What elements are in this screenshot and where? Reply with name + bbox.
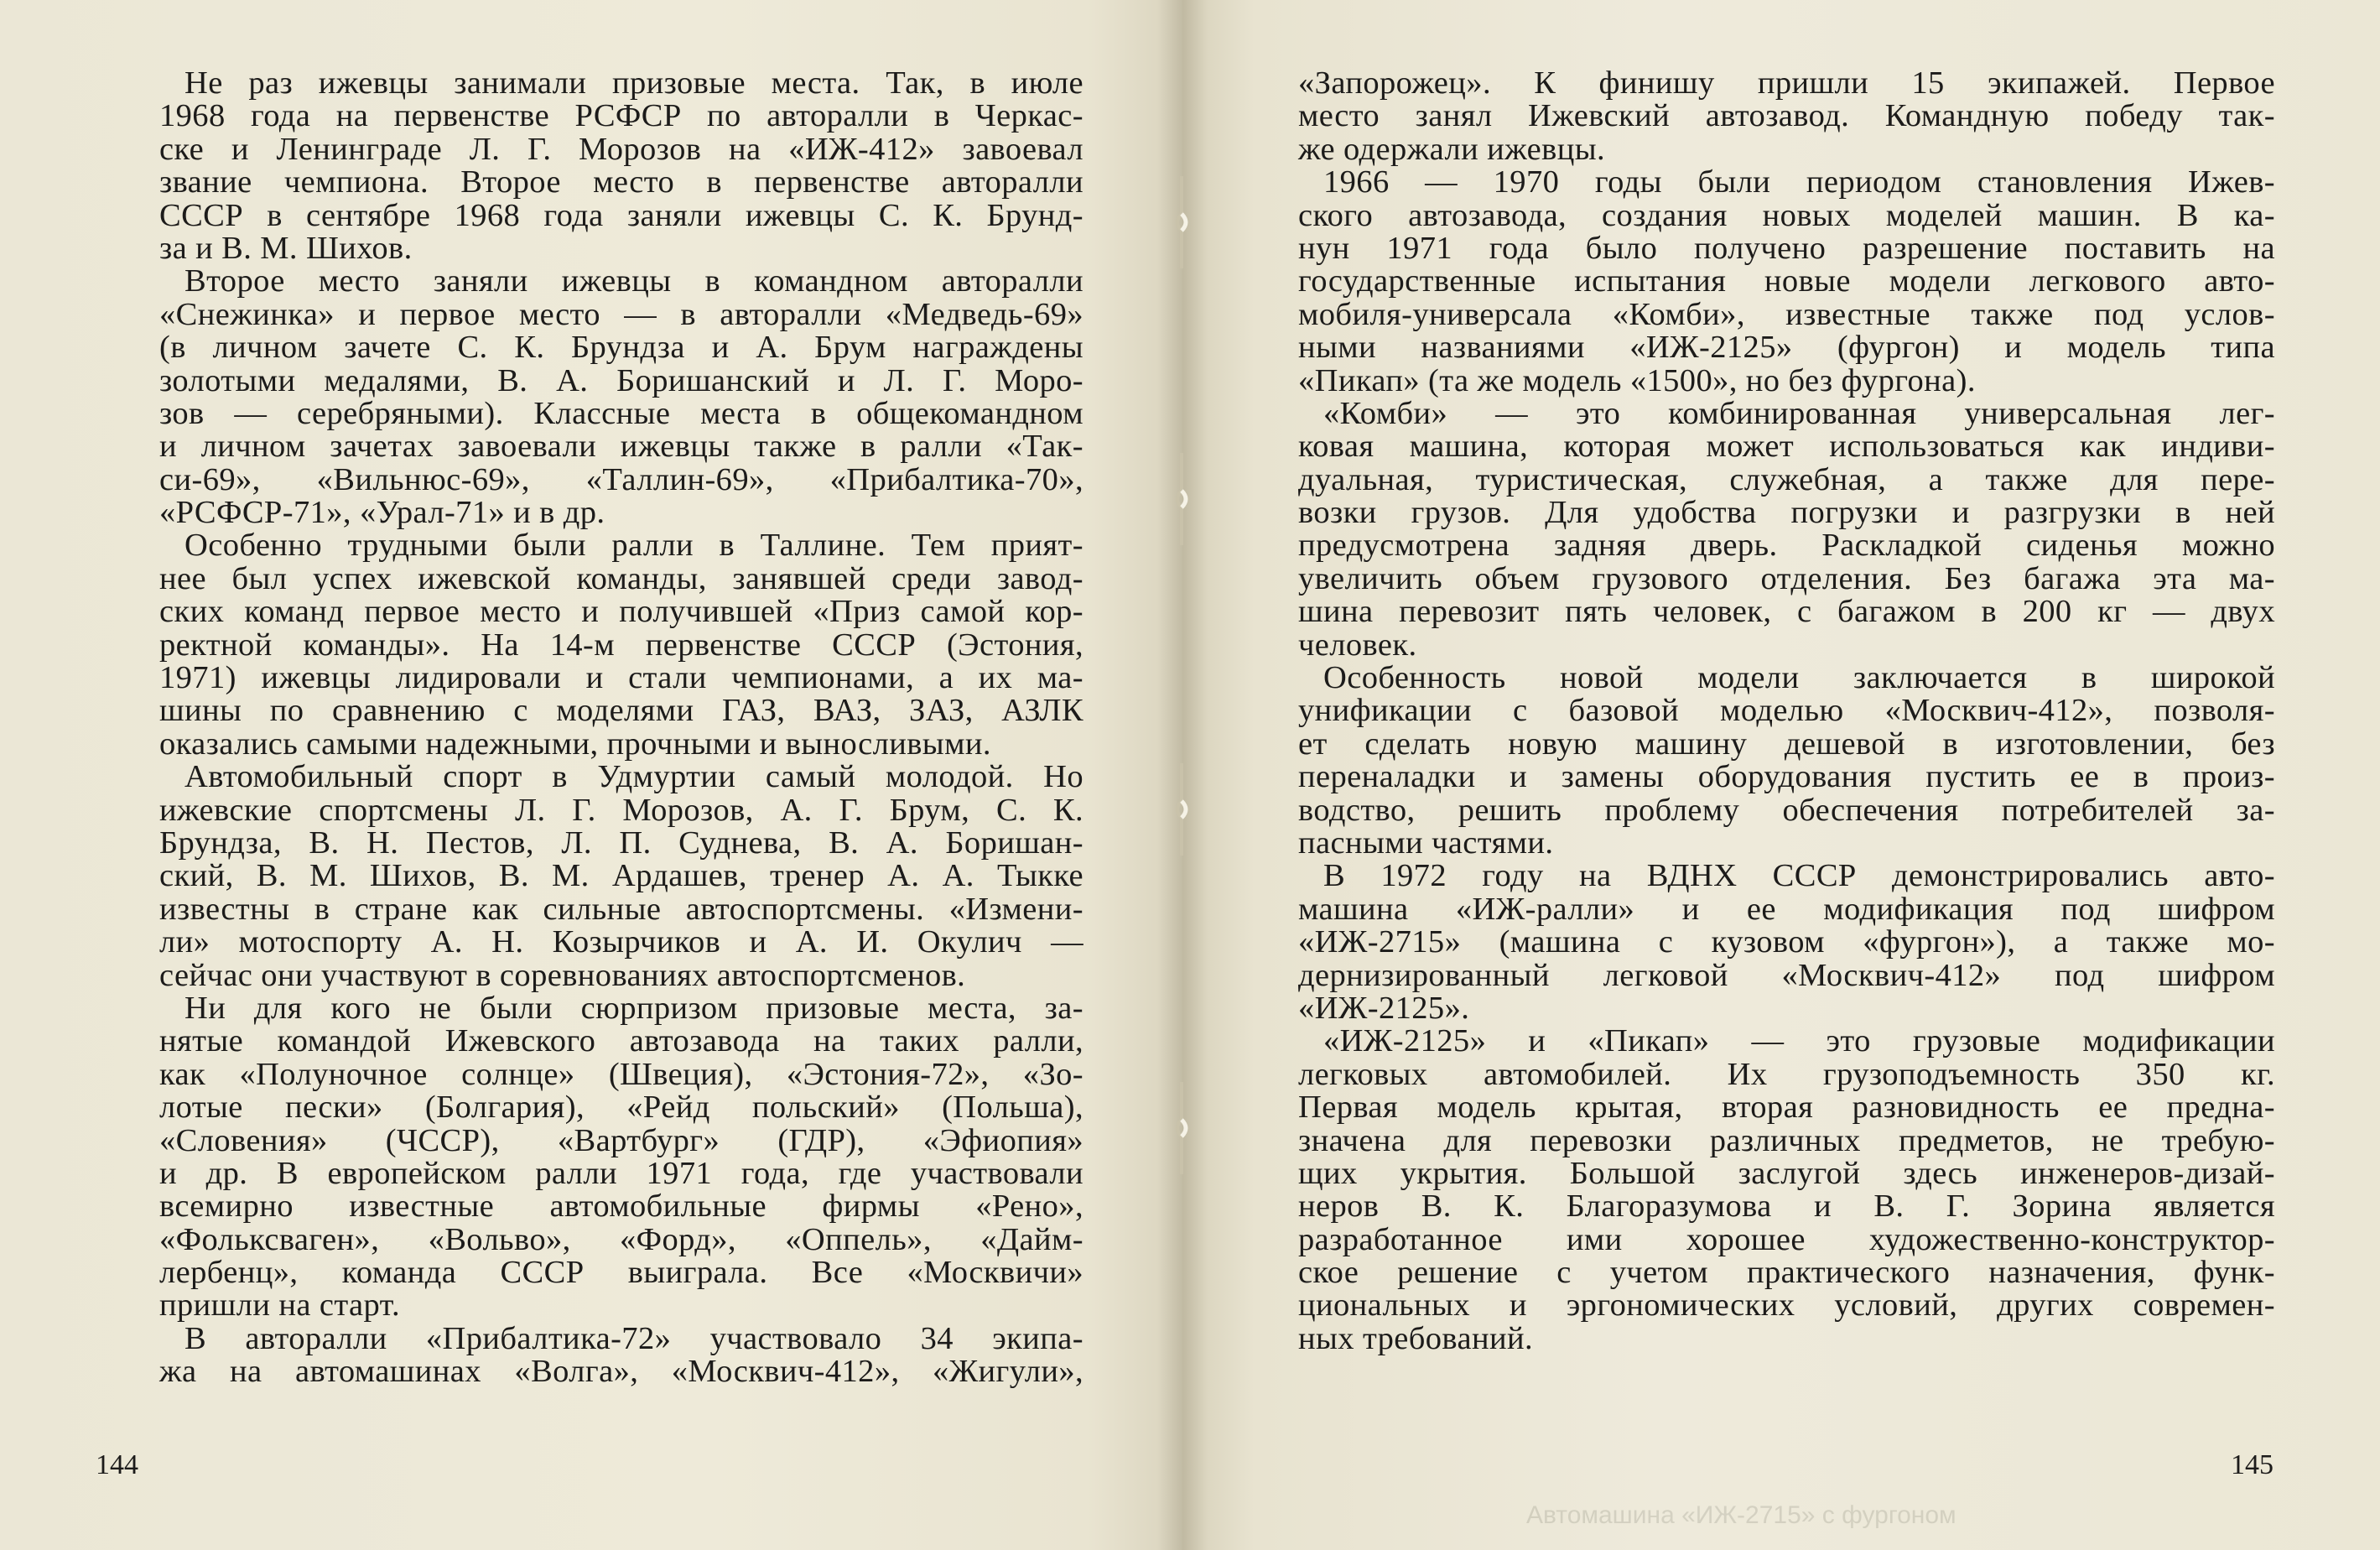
text-line: Ни для кого не были сюрпризом призовые места, за- xyxy=(184,990,1083,1026)
text-line: ными названиями «ИЖ-2125» (фургон) и модель типа xyxy=(1298,330,2275,366)
text-line: ных требований. xyxy=(1298,1320,1534,1356)
text-line: СССР в сентябре 1968 года заняли ижевцы С. К. Брунд- xyxy=(159,197,1083,233)
text-line: значена для перевозки различных предметов, не требую- xyxy=(1298,1122,2275,1158)
binding-stitch xyxy=(1168,176,1195,268)
text-line: ет сделать новую машину дешевой в изготовлении, без xyxy=(1298,726,2275,762)
bleed-through-caption: Автомашина «ИЖ-2715» с фургоном xyxy=(1526,1501,1956,1529)
text-line: щих укрытия. Большой заслугой здесь инженеров-дизай- xyxy=(1298,1155,2275,1191)
text-line: 1968 года на первенстве РСФСР по авторалли в Черкас- xyxy=(159,98,1083,134)
text-line: жа на автомашинах «Волга», «Москвич-412», «Жигули», xyxy=(159,1354,1083,1390)
text-line: лотые пески» (Болгария), «Рейд польский» (Польша), xyxy=(159,1090,1083,1126)
text-line: 1971) ижевцы лидировали и стали чемпионами, а их ма- xyxy=(159,660,1083,696)
text-line: (в личном зачете С. К. Брундза и А. Брум награждены xyxy=(159,330,1083,366)
text-line: шины по сравнению с моделями ГАЗ, ВАЗ, ЗАЗ, АЗЛК xyxy=(159,693,1083,729)
text-line: ский, В. М. Шихов, В. М. Ардашев, тренер А. А. Тыкке xyxy=(159,858,1083,894)
text-line: и др. В европейском ралли 1971 года, где участвовали xyxy=(159,1155,1083,1191)
text-line: ске и Ленинграде Л. Г. Морозов на «ИЖ-412» завоевал xyxy=(159,131,1083,167)
left-page xyxy=(0,0,1182,1550)
text-line: шина перевозит пять человек, с багажом в 200 кг — двух xyxy=(1298,594,2275,630)
text-line: «ИЖ-2715» (машина с кузовом «фургон»), а также мо- xyxy=(1298,924,2275,960)
text-line: неров В. К. Благоразумова и В. Г. Зорина является xyxy=(1298,1189,2275,1225)
text-line: зов — серебряными). Классные места в общекомандном xyxy=(159,395,1083,431)
text-line: В 1972 году на ВДНХ СССР демонстрировались авто- xyxy=(1323,858,2275,894)
text-line: циональных и эргономических условий, других современ- xyxy=(1298,1287,2275,1324)
text-line: В авторалли «Прибалтика-72» участвовало 34 экипа- xyxy=(184,1320,1083,1356)
text-line: пришли на старт. xyxy=(159,1287,401,1324)
text-line: ректной команды». На 14-м первенстве СССР (Эстония, xyxy=(159,627,1083,663)
text-line: дуальная, туристическая, служебная, а также для пере- xyxy=(1298,461,2275,497)
text-line: машина «ИЖ-ралли» и ее модификация под шифром xyxy=(1298,891,2275,927)
text-line: как «Полуночное солнце» (Швеция), «Эстония-72», «Зо- xyxy=(159,1056,1083,1092)
text-line: предусмотрена задняя дверь. Раскладкой сиденья можно xyxy=(1298,528,2275,564)
text-line: «Запорожец». К финишу пришли 15 экипажей. Первое xyxy=(1298,65,2275,101)
text-line: ского автозавода, создания новых моделей машин. В ка- xyxy=(1298,197,2275,233)
text-line: Автомобильный спорт в Удмуртии самый молодой. Но xyxy=(184,759,1083,795)
left-page-number: 144 xyxy=(96,1449,138,1480)
text-line: ижевские спортсмены Л. Г. Морозов, А. Г. Брум, С. К. xyxy=(159,792,1083,828)
text-line: оказались самыми надежными, прочными и выносливыми. xyxy=(159,726,991,762)
text-line: 1966 — 1970 годы были периодом становления Ижев- xyxy=(1323,164,2275,200)
text-line: дернизированный легковой «Москвич-412» под шифром xyxy=(1298,957,2275,993)
text-line: «Словения» (ЧССР), «Вартбург» (ГДР), «Эфиопия» xyxy=(159,1122,1083,1158)
text-line: ское решение с учетом практического назначения, функ- xyxy=(1298,1255,2275,1291)
text-line: лербенц», команда СССР выиграла. Все «Москвичи» xyxy=(159,1255,1083,1291)
right-page-number: 145 xyxy=(2231,1449,2273,1480)
text-line: же одержали ижевцы. xyxy=(1298,131,1605,167)
right-page xyxy=(1182,0,2380,1550)
text-line: ских команд первое место и получившей «Приз самой кор- xyxy=(159,594,1083,630)
text-line: ли» мотоспорту А. Н. Козырчиков и А. И. Окулич — xyxy=(159,924,1083,960)
text-line: за и В. М. Шихов. xyxy=(159,230,413,266)
text-line: золотыми медалями, В. А. Боришанский и Л. Г. Моро- xyxy=(159,362,1083,398)
text-line: возки грузов. Для удобства погрузки и разгрузки в ней xyxy=(1298,495,2275,531)
text-line: ковая машина, которая может использоваться как индиви- xyxy=(1298,429,2275,465)
text-line: мобиля-универсала «Комби», известные также под услов- xyxy=(1298,296,2275,332)
text-line: си-69», «Вильнюс-69», «Таллин-69», «Прибалтика-70», xyxy=(159,461,1083,497)
text-line: человек. xyxy=(1298,627,1417,663)
text-line: место занял Ижевский автозавод. Командную победу так- xyxy=(1298,98,2275,134)
left-page-text xyxy=(159,67,1083,1389)
binding-stitch xyxy=(1168,453,1195,545)
text-line: «ИЖ-2125». xyxy=(1298,990,1470,1026)
text-line: всемирно известные автомобильные фирмы «Рено», xyxy=(159,1189,1083,1225)
text-line: звание чемпиона. Второе место в первенстве авторалли xyxy=(159,164,1083,200)
text-line: «Фольксваген», «Вольво», «Форд», «Оппель», «Дайм- xyxy=(159,1221,1083,1257)
text-line: и личном зачетах завоевали ижевцы также в ралли «Так- xyxy=(159,429,1083,465)
text-line: нее был успех ижевской команды, занявшей среди завод- xyxy=(159,560,1083,596)
text-line: Особенность новой модели заключается в широкой xyxy=(1323,660,2275,696)
text-line: сейчас они участвуют в соревнованиях автоспортсменов. xyxy=(159,957,966,993)
text-line: «РСФСР-71», «Урал-71» и в др. xyxy=(159,495,605,531)
text-line: известны в стране как сильные автоспортсмены. «Измени- xyxy=(159,891,1083,927)
text-line: Не раз ижевцы занимали призовые места. Так, в июле xyxy=(184,65,1083,101)
text-line: переналадки и замены оборудования пустить ее в произ- xyxy=(1298,759,2275,795)
text-line: увеличить объем грузового отделения. Без багажа эта ма- xyxy=(1298,560,2275,596)
text-line: Особенно трудными были ралли в Таллине. Тем прият- xyxy=(184,528,1083,564)
text-line: нун 1971 года было получено разрешение поставить на xyxy=(1298,230,2275,266)
right-page-text xyxy=(1298,67,2275,1355)
text-line: государственные испытания новые модели легкового авто- xyxy=(1298,263,2275,299)
text-line: пасными частями. xyxy=(1298,824,1554,861)
text-line: «Снежинка» и первое место — в авторалли «Медведь-69» xyxy=(159,296,1083,332)
text-line: «Пикап» (та же модель «1500», но без фургона). xyxy=(1298,362,1976,398)
text-line: «ИЖ-2125» и «Пикап» — это грузовые модификации xyxy=(1323,1023,2275,1059)
text-line: Второе место заняли ижевцы в командном авторалли xyxy=(184,263,1083,299)
text-line: нятые командой Ижевского автозавода на таких ралли, xyxy=(159,1023,1083,1059)
text-line: унификации с базовой моделью «Москвич-412», позволя- xyxy=(1298,693,2275,729)
text-line: «Комби» — это комбинированная универсальная лег- xyxy=(1323,395,2275,431)
text-line: водство, решить проблему обеспечения потребителей за- xyxy=(1298,792,2275,828)
binding-stitch xyxy=(1168,1082,1195,1174)
text-line: Брундза, В. Н. Пестов, Л. П. Суднева, В. А. Боришан- xyxy=(159,824,1083,861)
binding-stitch xyxy=(1168,763,1195,856)
text-line: легковых автомобилей. Их грузоподъемность 350 кг. xyxy=(1298,1056,2275,1092)
text-line: разработанное ими хорошее художественно-конструктор- xyxy=(1298,1221,2275,1257)
text-line: Первая модель крытая, вторая разновидность ее предна- xyxy=(1298,1090,2275,1126)
